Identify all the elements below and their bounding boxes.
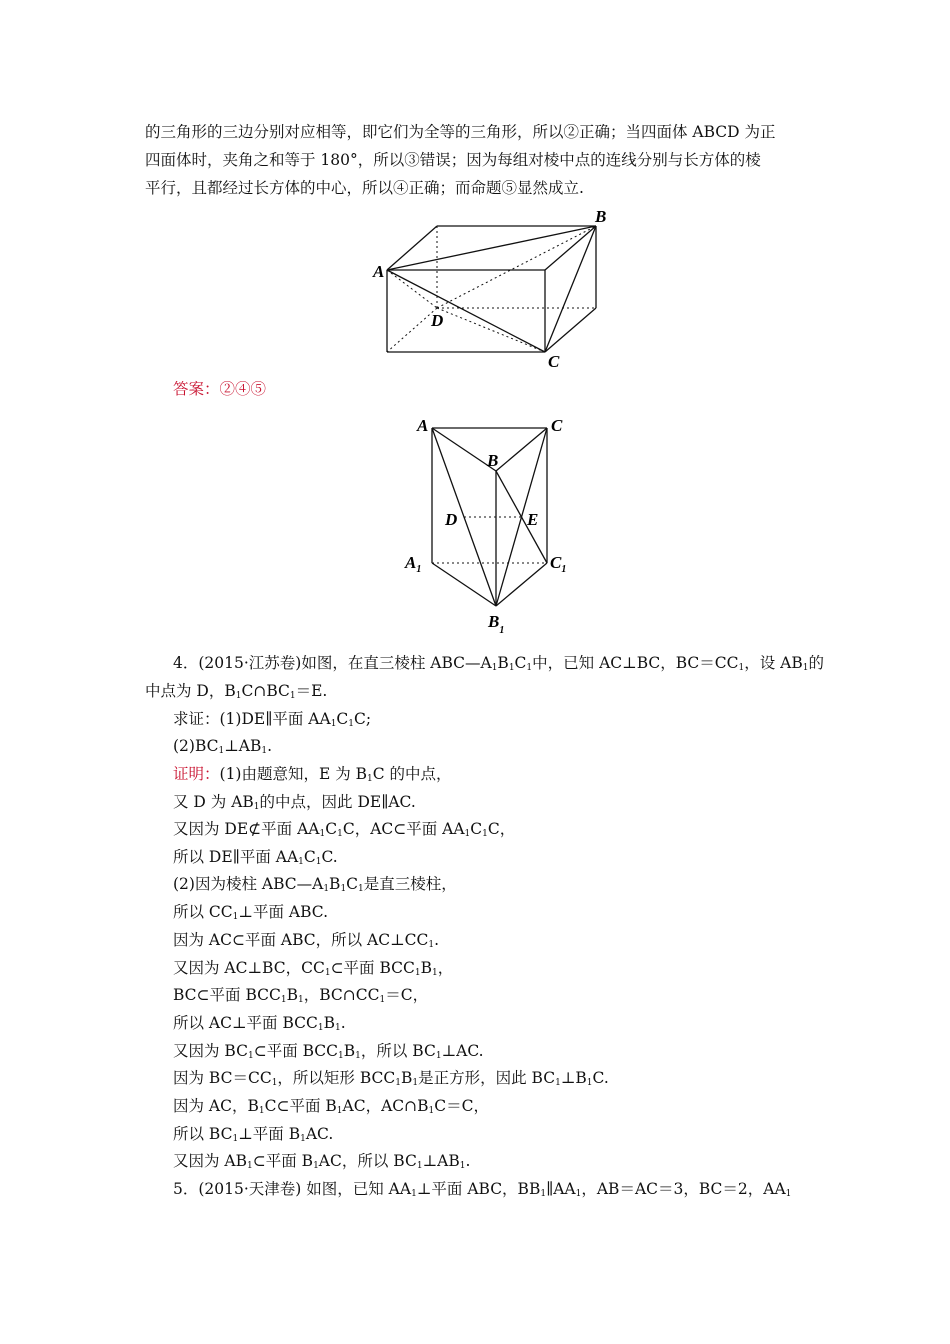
- label-A: A: [417, 416, 429, 435]
- text-line: 平行，且都经过长方体的中心，所以④正确；而命题⑤显然成立.: [145, 179, 584, 197]
- label-B: B: [487, 451, 499, 470]
- label-A: A: [373, 262, 385, 281]
- label-D: D: [431, 311, 444, 330]
- proof-line-5: (2)因为棱柱 $ABC—A_1B_1C_1$是直三棱柱，: [173, 875, 457, 894]
- proof-line-11: 又因为 $BC_1\subset$平面 $BCC_1B_1$，所以 $BC_1\perp AC$.: [173, 1042, 484, 1061]
- proof-label: 证明：: [173, 765, 220, 783]
- problem-4-prove-1: 求证：(1)DE∥平面 $AA_1C_1C$;: [173, 710, 372, 729]
- proof-line-8: 又因为 AC⊥BC，$CC_1\subset$平面 $BCC_1B_1$，: [173, 959, 454, 978]
- proof-line-9: BC⊂平面 $BCC_1B_1$，$BC\cap CC_1=C$，: [173, 986, 429, 1005]
- edge: [496, 428, 547, 471]
- proof-line-4: 所以 DE∥平面 $AA_1C_1C$.: [173, 848, 338, 867]
- proof-line-10: 所以 AC⊥平面 $BCC_1B_1$.: [173, 1014, 346, 1033]
- proof-line-2: 又 D 为 $AB_1$的中点，因此 DE∥AC.: [173, 793, 416, 812]
- proof-line-15: 又因为 $AB_1\subset$平面 $B_1AC$，所以 $BC_1\perp AB_1$.: [173, 1152, 471, 1171]
- proof-line-6: 所以 $CC_1\perp$平面 ABC.: [173, 903, 329, 922]
- text-line: 四面体时，夹角之和等于 180°，所以③错误；因为每组对棱中点的连线分别与长方体的棱: [145, 151, 761, 169]
- proof-line-3: 又因为 DE⊄平面 $AA_1C_1C$，AC⊂平面 $AA_1C_1C$，: [173, 820, 516, 839]
- proof-line-13: 因为 AC，$B_1C\subset$平面 $B_1AC$，$AC\cap B_1C=C$，: [173, 1097, 489, 1116]
- answer-value: ②④⑤: [219, 380, 267, 398]
- proof-line-7: 因为 AC⊂平面 ABC，所以 $AC\perp CC_1$.: [173, 931, 440, 950]
- problem-4-line-2: 中点为 D，$B_1C\cap BC_1=E$.: [145, 682, 328, 701]
- edge: [496, 563, 547, 606]
- label-C: C: [548, 352, 560, 371]
- label-D: D: [445, 510, 458, 529]
- label-E: E: [527, 510, 539, 529]
- text-line: 的三角形的三边分别对应相等，即它们为全等的三角形，所以②正确；当四面体 ABCD 为正: [145, 123, 776, 141]
- edge: [432, 563, 496, 606]
- label-C: C: [551, 416, 563, 435]
- label-B: B: [595, 207, 607, 226]
- edge: [496, 471, 547, 563]
- label-A1: $A_1$: [405, 553, 422, 575]
- proof-line-14: 所以 $BC_1\perp$平面 $B_1AC$.: [173, 1125, 334, 1144]
- label-C1: $C_1$: [550, 553, 567, 575]
- problem-5-line-1: 5．(2015·天津卷) 如图，已知 $AA_1\perp$平面 ABC，$BB_1\parallel AA_1$，AB＝AC＝3，BC＝2，$AA_1$: [173, 1180, 792, 1199]
- problem-4-line-1: 4．(2015·江苏卷)如图，在直三棱柱 $ABC—A_1B_1C_1$中，已知 AC⊥BC，$BC=CC_1$，设 $AB_1$的: [173, 654, 825, 673]
- proof-line-1: 证明：(1)由题意知，E 为 $B_1C$ 的中点，: [173, 765, 452, 784]
- label-B1: $B_1$: [488, 612, 505, 636]
- proof-line-12: 因为 $BC=CC_1$，所以矩形 $BCC_1B_1$是正方形，因此 $BC_1\perp B_1C$.: [173, 1069, 609, 1088]
- problem-4-prove-2: $(2)BC_1\perp AB_1$.: [173, 737, 273, 756]
- answer-label: 答案：: [173, 380, 220, 398]
